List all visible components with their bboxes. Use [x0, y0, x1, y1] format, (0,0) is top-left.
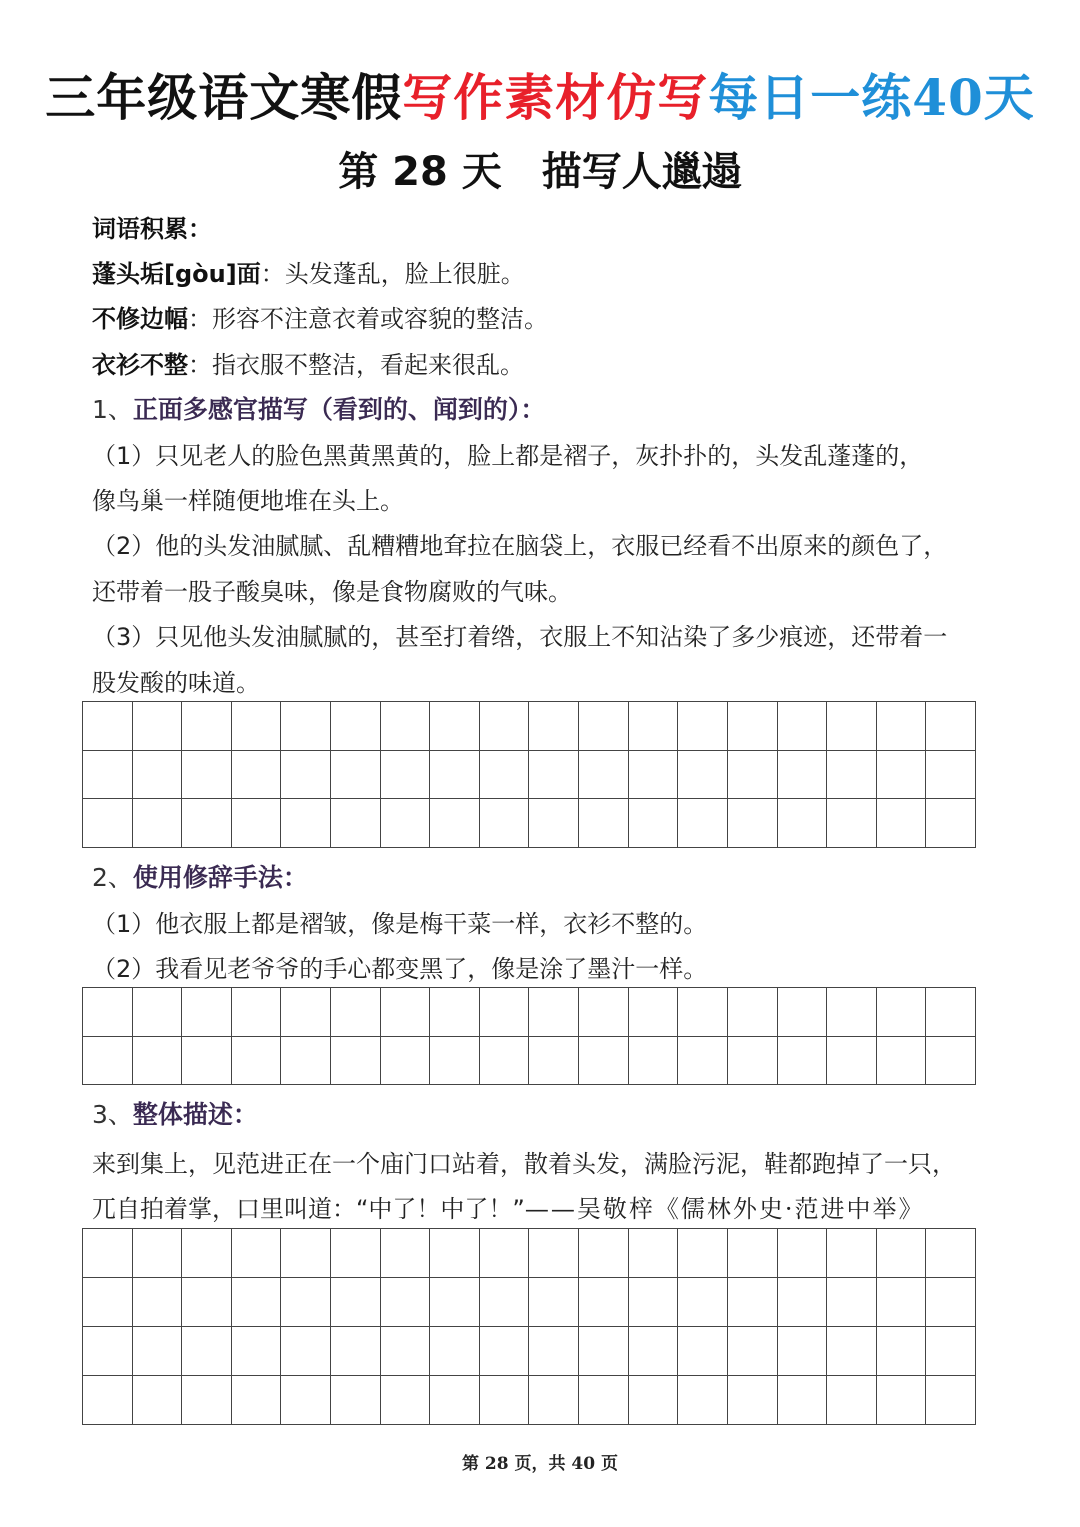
writing-cell[interactable]: [827, 988, 877, 1037]
writing-cell[interactable]: [926, 1327, 976, 1376]
vocab-def: ：指衣服不整洁，看起来很乱。: [188, 351, 524, 379]
section-1-line: 股发酸的味道。: [92, 669, 260, 697]
writing-cell[interactable]: [430, 1278, 480, 1327]
page-footer: 第 28 页，共 40 页: [462, 1454, 618, 1474]
section-3-quote: 兀自拍着掌，口里叫道：“中了！中了！”: [92, 1195, 525, 1223]
writing-cell[interactable]: [926, 988, 976, 1037]
writing-cell[interactable]: [926, 751, 976, 800]
writing-cell[interactable]: [133, 1037, 183, 1086]
writing-cell[interactable]: [529, 1327, 579, 1376]
writing-cell[interactable]: [281, 988, 331, 1037]
writing-cell[interactable]: [331, 1327, 381, 1376]
writing-cell[interactable]: [232, 1327, 282, 1376]
writing-cell[interactable]: [678, 799, 728, 848]
writing-cell[interactable]: [877, 799, 927, 848]
writing-cell[interactable]: [232, 751, 282, 800]
writing-cell[interactable]: [579, 799, 629, 848]
writing-cell[interactable]: [778, 1037, 828, 1086]
writing-cell[interactable]: [529, 1037, 579, 1086]
writing-cell[interactable]: [430, 1327, 480, 1376]
writing-cell[interactable]: [133, 702, 183, 751]
section-label: 整体描述：: [132, 1100, 258, 1129]
writing-cell[interactable]: [133, 1229, 183, 1278]
writing-cell[interactable]: [778, 1278, 828, 1327]
writing-cell[interactable]: [629, 988, 679, 1037]
writing-cell[interactable]: [331, 1376, 381, 1425]
section-3-line: 来到集上，见范进正在一个庙门口站着，散着头发，满脸污泥，鞋都跑掉了一只，: [92, 1150, 956, 1178]
writing-cell[interactable]: [926, 702, 976, 751]
writing-cell[interactable]: [480, 702, 530, 751]
section-label: 正面多感官描写（看到的、闻到的）：: [132, 395, 546, 424]
writing-cell[interactable]: [480, 1376, 530, 1425]
writing-cell[interactable]: [133, 751, 183, 800]
writing-cell[interactable]: [430, 1376, 480, 1425]
writing-cell[interactable]: [529, 1229, 579, 1278]
writing-cell[interactable]: [827, 799, 877, 848]
writing-cell[interactable]: [381, 751, 431, 800]
writing-cell[interactable]: [728, 1229, 778, 1278]
vocab-def: ：形容不注意衣着或容貌的整洁。: [188, 305, 548, 333]
page-title: [0, 58, 1080, 130]
writing-cell[interactable]: [480, 1229, 530, 1278]
section-3-heading: [92, 1100, 1012, 1130]
writing-cell[interactable]: [827, 1376, 877, 1425]
writing-cell[interactable]: [579, 1037, 629, 1086]
writing-cell[interactable]: [281, 1376, 331, 1425]
writing-cell[interactable]: [579, 1376, 629, 1425]
writing-cell[interactable]: [827, 751, 877, 800]
title-part-2: 写作素材仿写: [402, 68, 709, 127]
writing-cell[interactable]: [381, 988, 431, 1037]
writing-cell[interactable]: [877, 988, 927, 1037]
writing-cell[interactable]: [281, 1278, 331, 1327]
writing-cell[interactable]: [529, 751, 579, 800]
writing-cell[interactable]: [926, 1037, 976, 1086]
writing-cell[interactable]: [827, 702, 877, 751]
writing-cell[interactable]: [678, 988, 728, 1037]
writing-cell[interactable]: [381, 1327, 431, 1376]
writing-cell[interactable]: [232, 1278, 282, 1327]
title-part-1: 三年级语文寒假: [45, 68, 403, 127]
writing-cell[interactable]: [331, 799, 381, 848]
writing-cell[interactable]: [629, 1278, 679, 1327]
writing-cell[interactable]: [232, 702, 282, 751]
writing-cell[interactable]: [629, 1229, 679, 1278]
writing-cell[interactable]: [480, 799, 530, 848]
writing-cell[interactable]: [529, 799, 579, 848]
section-2-heading: [92, 863, 1012, 893]
writing-cell[interactable]: [579, 1278, 629, 1327]
writing-cell[interactable]: [778, 799, 828, 848]
writing-cell[interactable]: [877, 751, 927, 800]
writing-cell[interactable]: [778, 751, 828, 800]
writing-cell[interactable]: [381, 702, 431, 751]
writing-cell[interactable]: [728, 1037, 778, 1086]
writing-cell[interactable]: [182, 799, 232, 848]
writing-cell[interactable]: [678, 1376, 728, 1425]
writing-cell[interactable]: [331, 1229, 381, 1278]
writing-cell[interactable]: [529, 1278, 579, 1327]
writing-cell[interactable]: [728, 988, 778, 1037]
writing-cell[interactable]: [728, 702, 778, 751]
writing-cell[interactable]: [778, 1376, 828, 1425]
writing-cell[interactable]: [83, 988, 133, 1037]
writing-cell[interactable]: [678, 702, 728, 751]
vocab-heading: 词语积累：: [92, 215, 212, 243]
writing-cell[interactable]: [381, 1037, 431, 1086]
writing-cell[interactable]: [133, 988, 183, 1037]
day-title: [0, 140, 1080, 197]
writing-cell[interactable]: [331, 1037, 381, 1086]
writing-cell[interactable]: [728, 799, 778, 848]
writing-grid-3[interactable]: [82, 1228, 976, 1425]
vocab-item: [92, 350, 1012, 380]
writing-cell[interactable]: [629, 799, 679, 848]
writing-cell[interactable]: [83, 1037, 133, 1086]
writing-cell[interactable]: [182, 1278, 232, 1327]
writing-cell[interactable]: [778, 1229, 828, 1278]
writing-cell[interactable]: [381, 1376, 431, 1425]
writing-cell[interactable]: [331, 751, 381, 800]
writing-cell[interactable]: [430, 799, 480, 848]
writing-cell[interactable]: [629, 1376, 679, 1425]
writing-cell[interactable]: [778, 702, 828, 751]
vocab-item: [92, 259, 1012, 289]
writing-cell[interactable]: [133, 1376, 183, 1425]
writing-cell[interactable]: [728, 1327, 778, 1376]
writing-cell[interactable]: [678, 1278, 728, 1327]
writing-cell[interactable]: [480, 988, 530, 1037]
writing-cell[interactable]: [827, 1278, 877, 1327]
writing-cell[interactable]: [83, 1229, 133, 1278]
writing-cell[interactable]: [232, 988, 282, 1037]
writing-cell[interactable]: [83, 1278, 133, 1327]
section-number: 2、: [92, 863, 133, 892]
writing-cell[interactable]: [182, 988, 232, 1037]
vocab-def: ：头发蓬乱，脸上很脏。: [260, 260, 525, 288]
writing-cell[interactable]: [480, 1327, 530, 1376]
writing-cell[interactable]: [232, 1376, 282, 1425]
writing-cell[interactable]: [133, 1327, 183, 1376]
writing-cell[interactable]: [381, 799, 431, 848]
section-1-heading: [92, 395, 1012, 425]
writing-cell[interactable]: [678, 1229, 728, 1278]
writing-cell[interactable]: [678, 1327, 728, 1376]
writing-cell[interactable]: [778, 1327, 828, 1376]
section-1-line: 还带着一股子酸臭味，像是食物腐败的气味。: [92, 578, 572, 606]
section-2-line: （1）他衣服上都是褶皱，像是梅干菜一样，衣衫不整的。: [92, 910, 708, 938]
writing-cell[interactable]: [877, 702, 927, 751]
writing-cell[interactable]: [678, 751, 728, 800]
writing-cell[interactable]: [827, 1229, 877, 1278]
writing-cell[interactable]: [877, 1229, 927, 1278]
writing-cell[interactable]: [678, 1037, 728, 1086]
vocab-term: 蓬头垢[gòu]面: [92, 260, 261, 288]
writing-cell[interactable]: [232, 1037, 282, 1086]
writing-cell[interactable]: [331, 1278, 381, 1327]
writing-cell[interactable]: [232, 1229, 282, 1278]
writing-cell[interactable]: [827, 1037, 877, 1086]
writing-cell[interactable]: [579, 988, 629, 1037]
writing-cell[interactable]: [728, 1376, 778, 1425]
writing-cell[interactable]: [83, 702, 133, 751]
writing-cell[interactable]: [480, 751, 530, 800]
writing-cell[interactable]: [182, 1229, 232, 1278]
writing-cell[interactable]: [877, 1037, 927, 1086]
writing-cell[interactable]: [182, 751, 232, 800]
writing-cell[interactable]: [579, 702, 629, 751]
writing-cell[interactable]: [232, 799, 282, 848]
writing-cell[interactable]: [430, 988, 480, 1037]
writing-cell[interactable]: [579, 751, 629, 800]
writing-cell[interactable]: [331, 702, 381, 751]
writing-cell[interactable]: [281, 1037, 331, 1086]
day-topic: 描写人邋遢: [541, 149, 742, 195]
writing-cell[interactable]: [728, 751, 778, 800]
vocab-term: 不修边幅: [92, 305, 188, 333]
writing-cell[interactable]: [331, 988, 381, 1037]
section-1-line: 像鸟巢一样随便地堆在头上。: [92, 487, 404, 515]
writing-cell[interactable]: [281, 1229, 331, 1278]
section-number: 3、: [92, 1100, 133, 1129]
writing-cell[interactable]: [83, 1376, 133, 1425]
writing-cell[interactable]: [430, 751, 480, 800]
writing-cell[interactable]: [430, 1229, 480, 1278]
writing-cell[interactable]: [529, 988, 579, 1037]
writing-cell[interactable]: [182, 702, 232, 751]
writing-cell[interactable]: [182, 1327, 232, 1376]
writing-cell[interactable]: [281, 751, 331, 800]
writing-cell[interactable]: [926, 1376, 976, 1425]
quote-source: ——吴敬梓《儒林外史·范进中举》: [524, 1195, 925, 1223]
writing-cell[interactable]: [877, 1278, 927, 1327]
writing-grid-1[interactable]: [82, 701, 976, 848]
writing-cell[interactable]: [430, 1037, 480, 1086]
section-3-line: [92, 1194, 1012, 1224]
writing-cell[interactable]: [579, 1327, 629, 1376]
writing-cell[interactable]: [381, 1229, 431, 1278]
writing-cell[interactable]: [926, 799, 976, 848]
writing-grid-2[interactable]: [82, 987, 976, 1085]
writing-cell[interactable]: [877, 1327, 927, 1376]
writing-cell[interactable]: [182, 1037, 232, 1086]
writing-cell[interactable]: [281, 702, 331, 751]
writing-cell[interactable]: [629, 1037, 679, 1086]
writing-cell[interactable]: [83, 799, 133, 848]
writing-cell[interactable]: [827, 1327, 877, 1376]
section-1-line: （2）他的头发油腻腻、乱糟糟地耷拉在脑袋上，衣服已经看不出原来的颜色了，: [92, 532, 948, 560]
writing-cell[interactable]: [133, 1278, 183, 1327]
vocab-item: [92, 304, 1012, 334]
writing-cell[interactable]: [281, 799, 331, 848]
writing-cell[interactable]: [778, 988, 828, 1037]
writing-cell[interactable]: [281, 1327, 331, 1376]
writing-cell[interactable]: [381, 1278, 431, 1327]
writing-cell[interactable]: [629, 751, 679, 800]
vocab-term: 衣衫不整: [92, 351, 188, 379]
section-number: 1、: [92, 395, 133, 424]
writing-cell[interactable]: [629, 1327, 679, 1376]
writing-cell[interactable]: [182, 1376, 232, 1425]
writing-cell[interactable]: [480, 1037, 530, 1086]
section-1-line: （1）只见老人的脸色黑黄黑黄的，脸上都是褶子，灰扑扑的，头发乱蓬蓬的，: [92, 442, 924, 470]
writing-cell[interactable]: [877, 1376, 927, 1425]
writing-cell[interactable]: [629, 702, 679, 751]
writing-cell[interactable]: [926, 1278, 976, 1327]
writing-cell[interactable]: [728, 1278, 778, 1327]
title-part-3: 每日一练40天: [708, 68, 1035, 127]
writing-cell[interactable]: [83, 751, 133, 800]
writing-cell[interactable]: [83, 1327, 133, 1376]
writing-cell[interactable]: [430, 702, 480, 751]
writing-cell[interactable]: [529, 1376, 579, 1425]
writing-cell[interactable]: [926, 1229, 976, 1278]
writing-cell[interactable]: [529, 702, 579, 751]
writing-cell[interactable]: [579, 1229, 629, 1278]
section-label: 使用修辞手法：: [132, 863, 308, 892]
writing-cell[interactable]: [133, 799, 183, 848]
section-2-line: （2）我看见老爷爷的手心都变黑了，像是涂了墨汁一样。: [92, 955, 708, 983]
day-number: 第 28 天: [338, 149, 502, 195]
section-1-line: （3）只见他头发油腻腻的，甚至打着绺，衣服上不知沾染了多少痕迹，还带着一: [92, 623, 948, 651]
writing-cell[interactable]: [480, 1278, 530, 1327]
